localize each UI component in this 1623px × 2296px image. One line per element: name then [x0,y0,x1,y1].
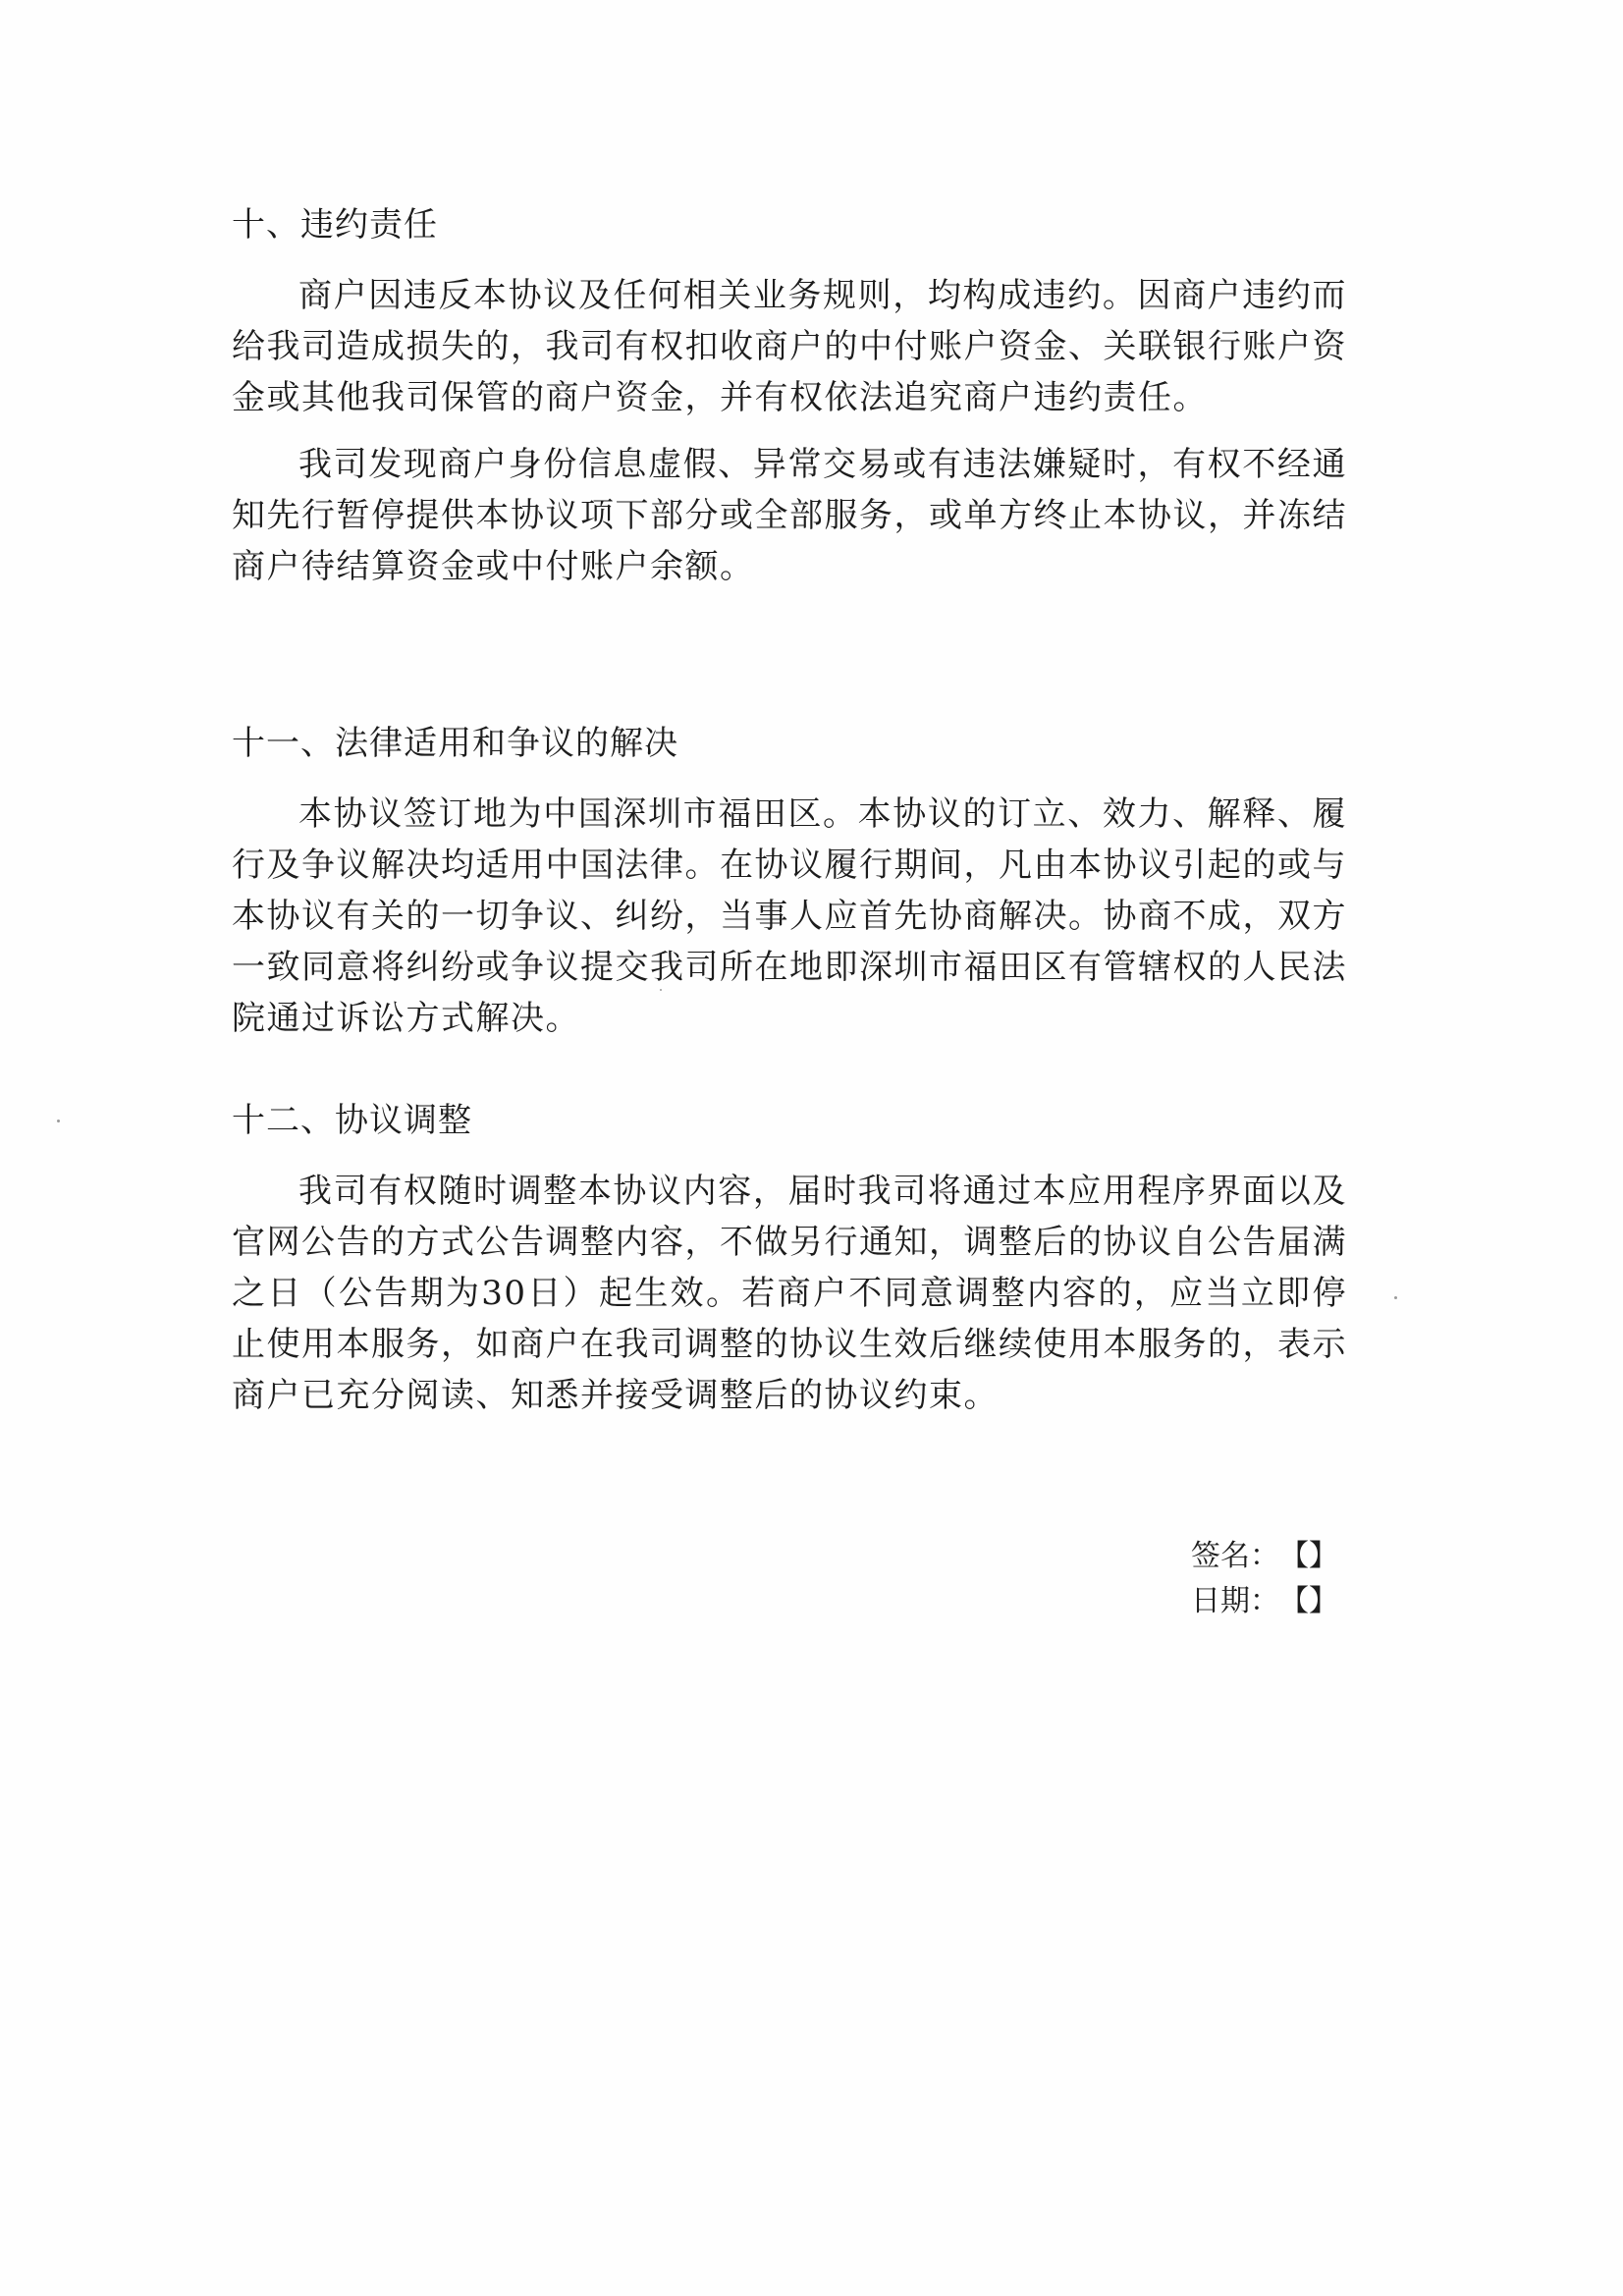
signature-date-value: 【】 [1279,1584,1338,1618]
signature-block [1142,1534,1338,1624]
section-paragraph: 我司发现商户身份信息虚假、异常交易或有违法嫌疑时，有权不经通知先行暂停提供本协议项下部分或全部服务，或单方终止本协议，并冻结商户待结算资金或中付账户余额。 [232,445,1347,586]
section-breach-liability [232,199,1347,592]
section-heading: 十二、协议调整 [232,1101,472,1140]
section-heading: 十一、法律适用和争议的解决 [232,724,678,763]
scan-speck [1394,1296,1397,1299]
signature-date-label: 日期： [1191,1584,1279,1618]
signature-name-line [1142,1534,1338,1579]
section-agreement-adjustment [232,1095,1347,1421]
scan-speck [660,989,662,991]
signature-date-line [1142,1579,1338,1624]
section-paragraph: 我司有权随时调整本协议内容，届时我司将通过本应用程序界面以及官网公告的方式公告调整内容，不做另行通知，调整后的协议自公告届满之日（公告期为30日）起生效。若商户不同意调整内容的，应当立即停止使用本服务，如商户在我司调整的协议生效后继续使用本服务的，表示商户已充分阅读、知悉并接受调整后的协议约束。 [232,1172,1347,1415]
section-heading: 十、违约责任 [232,205,438,245]
section-paragraph: 本协议签订地为中国深圳市福田区。本协议的订立、效力、解释、履行及争议解决均适用中国法律。在协议履行期间，凡由本协议引起的或与本协议有关的一切争议、纠纷，当事人应首先协商解决。协商不成，双方一致同意将纠纷或争议提交我司所在地即深圳市福田区有管辖权的人民法院通过诉讼方式解决。 [232,794,1347,1038]
section-paragraph: 商户因违反本协议及任何相关业务规则，均构成违约。因商户违约而给我司造成损失的，我司有权扣收商户的中付账户资金、关联银行账户资金或其他我司保管的商户资金，并有权依法追究商户违约责任。 [232,276,1347,417]
signature-name-label: 签名： [1191,1539,1279,1573]
signature-name-value: 【】 [1279,1539,1338,1573]
section-governing-law [232,718,1347,1044]
scan-speck [57,1120,60,1122]
